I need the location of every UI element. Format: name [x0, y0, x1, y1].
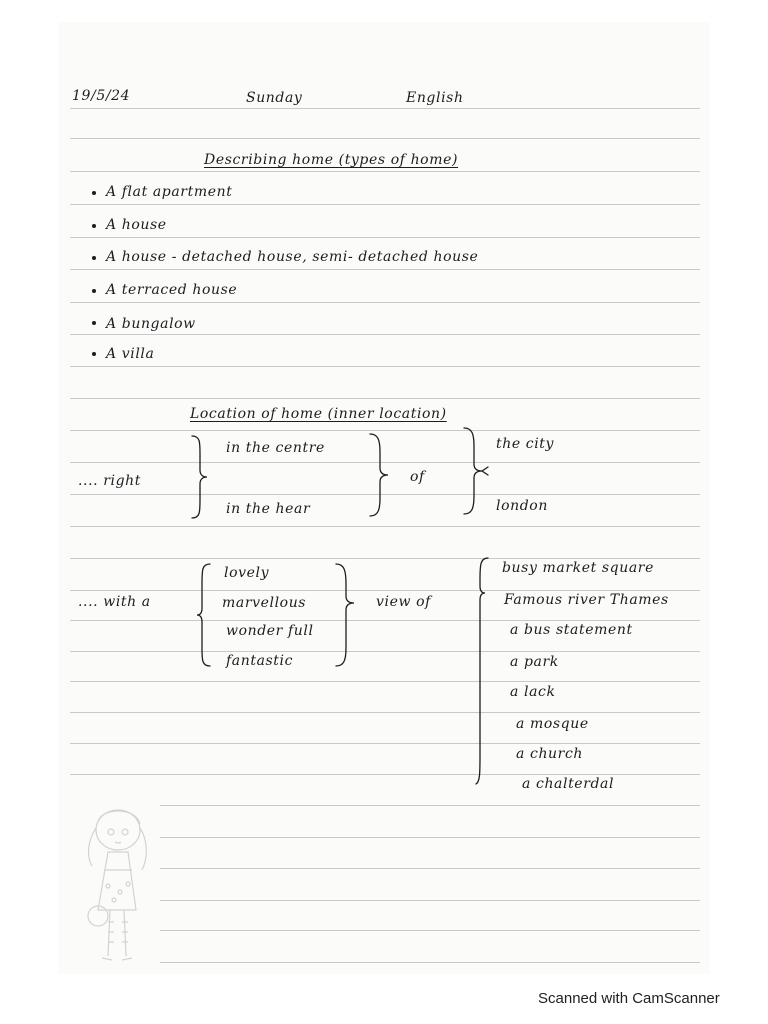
left-brace	[476, 556, 498, 786]
ruled-line	[70, 590, 700, 591]
types-title: Describing home (types of home)	[204, 152, 459, 168]
location-connector: of	[410, 469, 425, 485]
ruled-line	[160, 930, 700, 931]
view-lead: .... with a	[78, 594, 151, 610]
view-object: Famous river Thames	[504, 592, 669, 608]
ruled-line	[70, 430, 700, 431]
ruled-line	[70, 681, 700, 682]
view-object: a mosque	[516, 716, 589, 732]
girl-doodle-icon	[74, 800, 166, 972]
left-brace	[196, 562, 216, 668]
ruled-line	[70, 237, 700, 238]
note-subject: English	[406, 90, 464, 106]
location-place: london	[496, 498, 548, 514]
ruled-line	[160, 962, 700, 963]
ruled-line	[70, 138, 700, 139]
type-item: A house - detached house, semi- detached house	[106, 249, 479, 265]
view-adjective: wonder full	[226, 623, 314, 639]
ruled-line	[160, 900, 700, 901]
bullet-dot	[92, 224, 96, 228]
ruled-line	[160, 868, 700, 869]
ruled-line	[70, 774, 700, 775]
location-lead: .... right	[78, 473, 142, 489]
note-day: Sunday	[246, 90, 303, 106]
ruled-line	[160, 837, 700, 838]
right-brace	[334, 562, 358, 668]
scanner-watermark: Scanned with CamScanner	[538, 990, 720, 1007]
ruled-line	[70, 558, 700, 559]
view-adjective: marvellous	[222, 595, 307, 611]
ruled-line	[70, 651, 700, 652]
ruled-line	[70, 366, 700, 367]
view-connector: view of	[376, 594, 431, 610]
ruled-line	[70, 204, 700, 205]
bullet-dot	[92, 321, 96, 325]
view-object: a church	[516, 746, 584, 762]
ruled-line	[70, 526, 700, 527]
ruled-line	[70, 712, 700, 713]
ruled-line	[70, 334, 700, 335]
bullet-dot	[92, 352, 96, 356]
bullet-dot	[92, 191, 96, 195]
location-title: Location of home (inner location)	[190, 406, 447, 422]
ruled-line	[70, 269, 700, 270]
right-brace	[462, 426, 490, 516]
location-position: in the hear	[226, 501, 311, 517]
location-position: in the centre	[226, 440, 325, 456]
ruled-line	[70, 108, 700, 109]
ruled-line	[70, 620, 700, 621]
view-object: a chalterdal	[522, 776, 615, 792]
type-item: A flat apartment	[106, 184, 233, 200]
view-object: a lack	[510, 684, 556, 700]
view-object: a bus statement	[510, 622, 633, 638]
view-adjective: lovely	[224, 565, 270, 581]
type-item: A villa	[106, 346, 155, 362]
note-date: 19/5/24	[72, 88, 131, 104]
ruled-line	[70, 398, 700, 399]
location-place: the city	[496, 436, 555, 452]
ruled-line	[70, 171, 700, 172]
ruled-line	[160, 805, 700, 806]
type-item: A terraced house	[106, 282, 238, 298]
type-item: A house	[106, 217, 167, 233]
type-item: A bungalow	[106, 316, 196, 332]
bullet-dot	[92, 289, 96, 293]
view-object: busy market square	[502, 560, 654, 576]
view-adjective: fantastic	[226, 653, 294, 669]
view-object: a park	[510, 654, 559, 670]
ruled-line	[70, 743, 700, 744]
left-brace	[190, 434, 210, 520]
bullet-dot	[92, 256, 96, 260]
ruled-line	[70, 302, 700, 303]
right-brace	[368, 432, 390, 518]
